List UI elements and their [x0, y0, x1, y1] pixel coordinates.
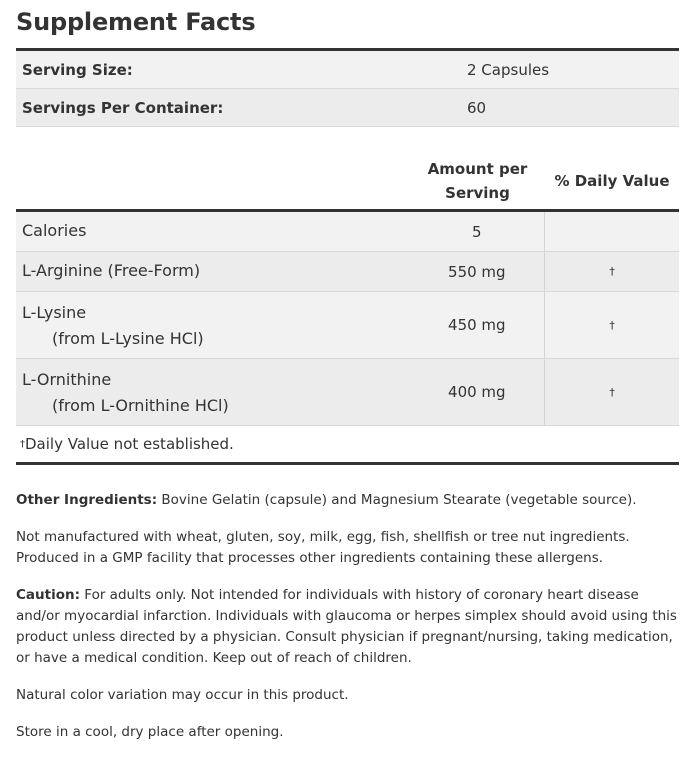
amount-header-line2: Serving [445, 183, 510, 202]
daily-value-header: % Daily Value [554, 171, 670, 190]
servings-per-container-label: Servings Per Container: [22, 98, 224, 117]
nutrient-name-text: L-Lysine [22, 303, 87, 322]
amount-header-line1: Amount per [427, 159, 528, 178]
caution-statement [16, 585, 681, 669]
dagger-symbol: † [20, 438, 25, 450]
color-variation-note: Natural color variation may occur in this product. [16, 687, 349, 703]
nutrient-table [16, 209, 679, 465]
nutrient-source-text: (from L-Lysine HCl) [52, 329, 204, 348]
serving-size-row [16, 51, 679, 89]
nutrient-name [16, 252, 409, 291]
storage-note: Store in a cool, dry place after opening. [16, 724, 284, 740]
nutrient-amount: 550 mg [448, 262, 506, 281]
serving-size-label: Serving Size: [22, 60, 133, 79]
nutrient-name [16, 292, 409, 358]
nutrient-row [16, 212, 679, 252]
nutrient-amount: 400 mg [448, 383, 506, 401]
nutrient-amount: 5 [472, 222, 482, 241]
nutrient-name [16, 212, 409, 251]
nutrient-row [16, 359, 679, 426]
servings-per-container-value: 60 [467, 98, 487, 117]
other-ingredients [16, 490, 681, 511]
footnote-text: Daily Value not established. [25, 435, 234, 453]
nutrient-name-text: Calories [22, 221, 87, 240]
nutrient-name-text: L-Ornithine [22, 370, 112, 389]
product-notes [16, 490, 681, 759]
nutrient-name-text: L-Arginine (Free-Form) [22, 261, 201, 280]
other-ingredients-label: Other Ingredients: [16, 492, 158, 508]
nutrient-table-header [16, 152, 679, 209]
amount-per-serving-header [410, 157, 545, 205]
servings-per-container-row [16, 89, 679, 127]
serving-info-table [16, 48, 679, 127]
panel-title: Supplement Facts [16, 8, 256, 36]
nutrient-row [16, 292, 679, 359]
nutrient-row [16, 252, 679, 292]
nutrient-amount: 450 mg [448, 316, 506, 334]
other-ingredients-text: Bovine Gelatin (capsule) and Magnesium Stearate (vegetable source). [157, 492, 637, 508]
allergen-statement: Not manufactured with wheat, gluten, soy, milk, egg, fish, shellfish or tree nut ingredients. Produced in a GMP facility that processes other ingredients containing these allergens. [16, 529, 630, 566]
nutrient-name [16, 359, 409, 425]
nutrient-daily-value: † [544, 292, 679, 358]
nutrient-source-text: (from L-Ornithine HCl) [52, 396, 229, 415]
nutrient-daily-value: † [544, 359, 679, 425]
serving-size-value: 2 Capsules [467, 60, 550, 79]
daily-value-footnote [16, 426, 679, 465]
nutrient-daily-value: † [544, 252, 679, 291]
nutrient-daily-value [544, 212, 679, 251]
caution-label: Caution: [16, 587, 80, 603]
caution-text: For adults only. Not intended for individuals with history of coronary heart disease and/or myocardial infarction. Individuals with glaucoma or herpes simplex should avoid using this product unless directed by a physician. Consult physician if pregnant/nursing, taking medication, or have a medical condition. Keep out of reach of children. [16, 587, 677, 666]
